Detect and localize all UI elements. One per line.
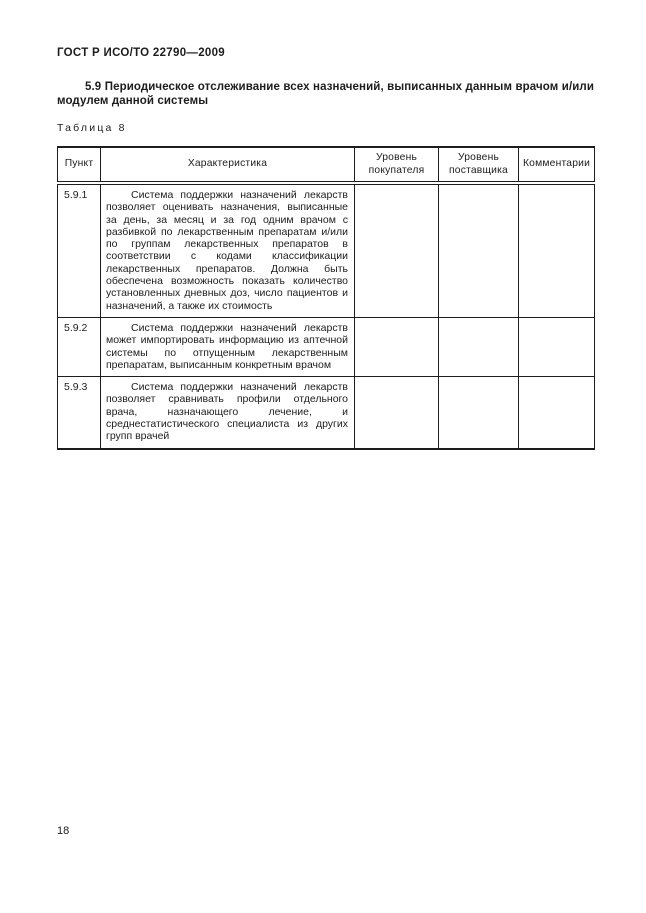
row-characteristic: Система поддержки назначений лекарств может импортировать информацию из аптечной системы по отпущенным лекарственным препаратам, выписанным конкретным врачом <box>101 317 355 376</box>
column-header-supplier-level: Уровень поставщика <box>439 147 519 183</box>
document-header-title: ГОСТ Р ИСО/ТО 22790—2009 <box>57 47 225 59</box>
buyer-level-cell <box>355 377 439 449</box>
table-row <box>58 183 595 317</box>
comments-cell <box>519 317 595 376</box>
page-number: 18 <box>57 825 70 837</box>
supplier-level-cell <box>439 183 519 317</box>
supplier-level-cell <box>439 317 519 376</box>
row-characteristic: Система поддержки назначений лекарств позволяет сравнивать профили отдельного врача, назначающего лечение, и среднестатистического специалиста из других групп врачей <box>101 377 355 449</box>
buyer-level-cell <box>355 317 439 376</box>
buyer-level-cell <box>355 183 439 317</box>
column-header-comments: Комментарии <box>519 147 595 183</box>
comments-cell <box>519 377 595 449</box>
table-row <box>58 317 595 376</box>
table-row <box>58 377 595 449</box>
comments-cell <box>519 183 595 317</box>
row-item-number: 5.9.1 <box>58 183 101 317</box>
row-characteristic: Система поддержки назначений лекарств позволяет оценивать назначения, выписанные за день, за месяц и за год одним врачом с разбивкой по лекарственным препаратам и/или по группам лекарственных препаратов в соответствии с кодами классификации лекарственных препаратов. Должна быть обеспечена возможность показать количество установленных дневных доз, число пациентов и назначений, а также их стоимость <box>101 183 355 317</box>
column-header-buyer-level: Уровень покупателя <box>355 147 439 183</box>
table-caption: Таблица 8 <box>57 122 127 134</box>
table-header-row <box>58 147 595 183</box>
row-item-number: 5.9.3 <box>58 377 101 449</box>
column-header-item: Пункт <box>58 147 101 183</box>
supplier-level-cell <box>439 377 519 449</box>
requirements-table <box>57 146 595 450</box>
row-item-number: 5.9.2 <box>58 317 101 376</box>
column-header-characteristic: Характеристика <box>101 147 355 183</box>
section-heading: 5.9 Периодическое отслеживание всех назначений, выписанных данным врачом и/или модулем данной системы <box>57 81 594 107</box>
